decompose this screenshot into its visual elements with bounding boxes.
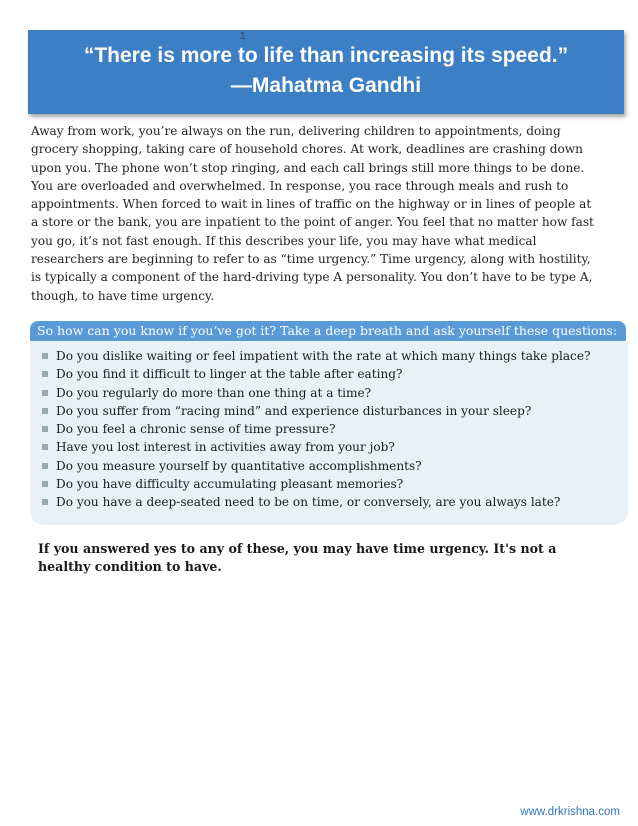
intro-line: Away from work, you’re always on the run, delivering children to appointments, doing: [31, 124, 561, 138]
question-item: [42, 384, 590, 402]
conclusion-text: [38, 540, 608, 576]
questions-box: [30, 341, 628, 525]
quote-author: —Mahatma Gandhi: [230, 74, 422, 97]
questions-header-text: So how can you know if you’ve got it? Take a deep breath and ask yourself these questions:: [37, 323, 618, 338]
questions-list: [42, 347, 590, 512]
square-bullet-icon: [42, 390, 48, 396]
question-text: Do you have a deep-seated need to be on time, or conversely, are you always late?: [56, 495, 561, 510]
intro-line: you go, it’s not fast enough. If this describes your life, you may have what medical: [31, 233, 537, 248]
intro-line: is typically a component of the hard-driving type A personality. You don’t have to be type A,: [31, 270, 593, 285]
conclusion-line: If you answered yes to any of these, you may have time urgency. It's not a: [38, 541, 557, 556]
question-text: Do you suffer from “racing mind” and experience disturbances in your sleep?: [56, 403, 532, 418]
conclusion-line: healthy condition to have.: [38, 559, 222, 574]
question-item: [42, 493, 590, 511]
question-text: Do you find it difficult to linger at the table after eating?: [56, 367, 403, 382]
question-text: Have you lost interest in activities away from your job?: [56, 440, 395, 455]
quote-banner: [28, 30, 624, 114]
square-bullet-icon: [42, 353, 48, 359]
intro-line: researchers are beginning to refer to as “time urgency.” Time urgency, along with hostility,: [31, 252, 591, 267]
question-text: Do you dislike waiting or feel impatient with the rate at which many things take place?: [56, 349, 591, 363]
intro-line: appointments. When forced to wait in lines of traffic on the highway or in lines of people at: [31, 197, 592, 212]
page-number: 1: [240, 31, 246, 42]
square-bullet-icon: [42, 444, 48, 450]
question-item: [42, 365, 590, 383]
intro-line: You are overloaded and overwhelmed. In response, you race through meals and rush to: [31, 178, 569, 193]
question-text: Do you regularly do more than one thing at a time?: [56, 385, 372, 400]
question-item: [42, 457, 590, 475]
question-text: Do you have difficulty accumulating pleasant memories?: [56, 477, 404, 492]
intro-line: a store or the bank, you are inpatient to the point of anger. You feel that no matter how fast: [31, 215, 594, 230]
question-item: [42, 347, 590, 365]
intro-paragraph: [31, 122, 616, 305]
quote-text: “There is more to life than increasing its speed.”: [83, 44, 569, 67]
intro-line: though, to have time urgency.: [31, 288, 215, 303]
question-item: [42, 438, 590, 456]
square-bullet-icon: [42, 371, 48, 377]
question-text: Do you feel a chronic sense of time pressure?: [56, 422, 336, 437]
square-bullet-icon: [42, 408, 48, 414]
square-bullet-icon: [42, 499, 48, 505]
square-bullet-icon: [42, 426, 48, 432]
question-item: [42, 475, 590, 493]
question-item: [42, 420, 590, 438]
question-text: Do you measure yourself by quantitative accomplishments?: [56, 458, 422, 473]
question-item: [42, 402, 590, 420]
website-link[interactable]: www.drkrishna.com: [520, 806, 620, 818]
intro-line: upon you. The phone won’t stop ringing, and each call brings still more things to be done.: [31, 160, 585, 175]
square-bullet-icon: [42, 481, 48, 487]
square-bullet-icon: [42, 463, 48, 469]
questions-header: [30, 321, 626, 341]
intro-line: grocery shopping, taking care of household chores. At work, deadlines are crashing down: [31, 142, 583, 157]
